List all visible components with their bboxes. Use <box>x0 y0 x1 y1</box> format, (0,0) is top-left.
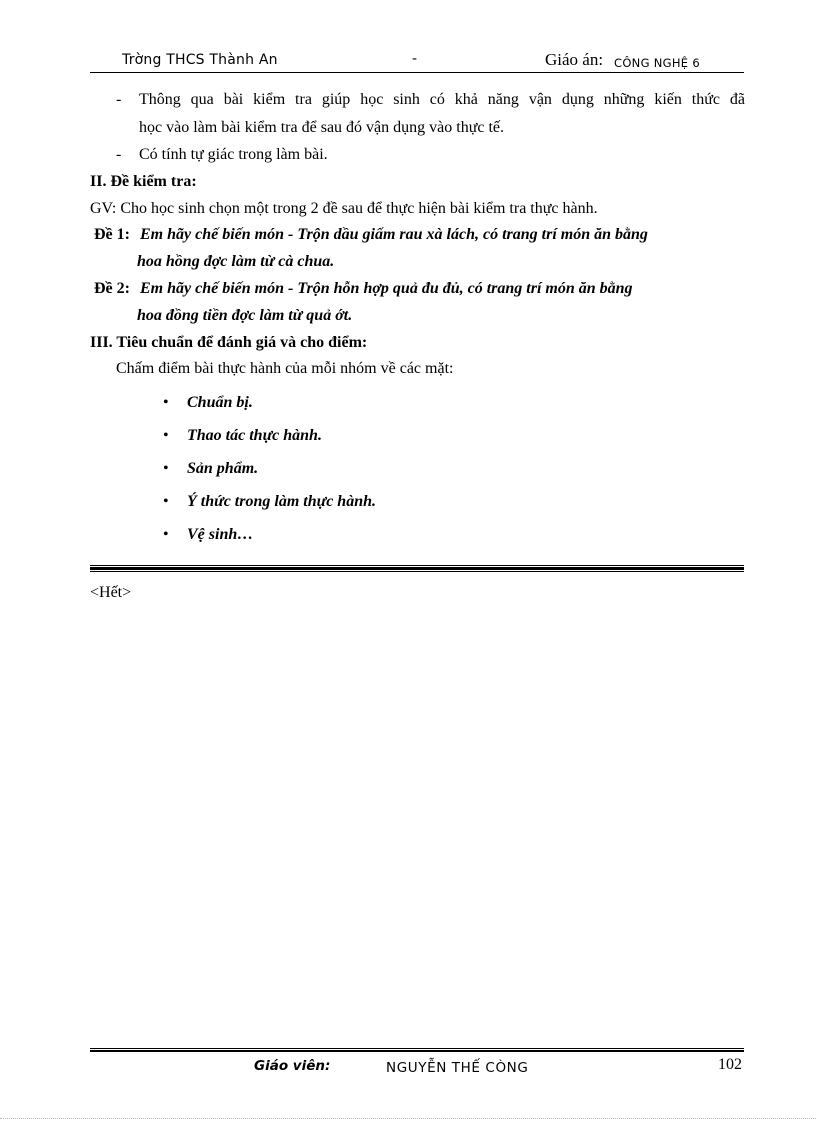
section-divider-top <box>90 565 744 566</box>
criterion-5-bullet: • <box>163 526 169 543</box>
criterion-3-bullet: • <box>163 460 169 477</box>
task-1-label: Đề 1: <box>94 226 130 243</box>
criterion-2: Thao tác thực hành. <box>187 427 322 444</box>
end-marker: <Hết> <box>90 584 132 601</box>
task-2-line2: hoa đồng tiền đợc làm từ quả ớt. <box>137 307 353 324</box>
section-2-heading: II. Đề kiểm tra: <box>90 173 197 190</box>
criterion-1: Chuẩn bị. <box>187 394 253 411</box>
section-3-intro: Chấm điểm bài thực hành của mỗi nhóm về các mặt: <box>116 360 454 377</box>
criterion-3: Sản phẩm. <box>187 460 259 477</box>
objective-1-marker: - <box>116 91 122 108</box>
task-1-line1: Em hãy chế biến món - Trộn dầu giấm rau xà lách, có trang trí món ăn bằng <box>140 226 648 243</box>
objective-2-line1: Có tính tự giác trong làm bài. <box>139 146 328 163</box>
footer-rule-bottom <box>90 1050 744 1052</box>
page-number: 102 <box>718 1056 742 1073</box>
section-divider-bottom <box>90 571 744 572</box>
criterion-2-bullet: • <box>163 427 169 444</box>
section-divider-middle <box>90 567 744 570</box>
objective-1-line2: học vào làm bài kiểm tra để sau đó vận dụng vào thực tế. <box>139 119 505 136</box>
criterion-1-bullet: • <box>163 394 169 411</box>
task-2-label: Đề 2: <box>94 280 130 297</box>
header-subject: CÔNG NGHỆ 6 <box>614 56 700 70</box>
task-2-line1: Em hãy chế biến món - Trộn hỗn hợp quả đu đủ, có trang trí món ăn bằng <box>140 280 633 297</box>
objective-1-line1: Thông qua bài kiểm tra giúp học sinh có khả năng vận dụng những kiến thức đã <box>139 91 745 108</box>
section-2-intro: GV: Cho học sinh chọn một trong 2 đề sau để thực hiện bài kiểm tra thực hành. <box>90 200 598 217</box>
objective-2-marker: - <box>116 146 122 163</box>
criterion-4-bullet: • <box>163 493 169 510</box>
header-rule <box>90 72 744 73</box>
header-separator: - <box>412 51 418 67</box>
page-edge <box>0 1118 816 1119</box>
section-3-heading: III. Tiêu chuẩn để đánh giá và cho điểm: <box>90 334 368 351</box>
header-plan-label: Giáo án: <box>545 50 604 69</box>
criterion-5: Vệ sinh… <box>187 526 254 543</box>
criterion-4: Ý thức trong làm thực hành. <box>187 493 376 510</box>
header-school: Trờng THCS Thành An <box>122 52 278 68</box>
footer-teacher-name: NGUYỄN THẾ CÒNG <box>386 1060 529 1076</box>
task-1-line2: hoa hồng đợc làm từ cà chua. <box>137 253 335 270</box>
footer-teacher-label: Giáo viên: <box>254 1058 331 1074</box>
footer-rule-top <box>90 1048 744 1049</box>
